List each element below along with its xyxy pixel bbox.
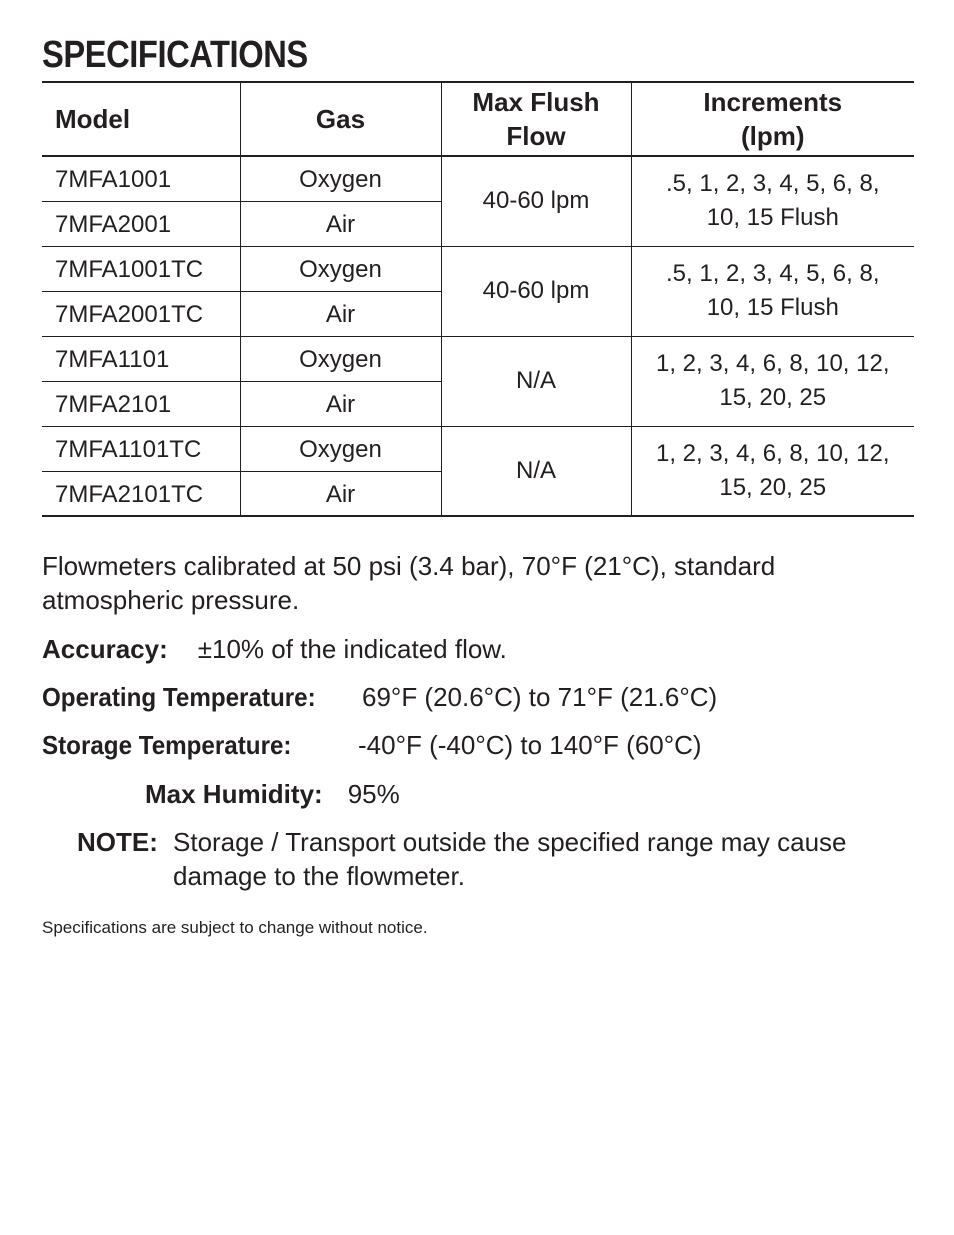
increments-line2: 10, 15 Flush: [706, 204, 839, 232]
flow-cell: N/A: [441, 426, 631, 516]
page-title: SPECIFICATIONS: [42, 34, 308, 76]
max-humidity-value: 95%: [347, 779, 400, 809]
model-cell: 7MFA1101TC: [42, 426, 240, 471]
table-row: [42, 156, 914, 201]
calibration-note: Flowmeters calibrated at 50 psi (3.4 bar), 70°F (21°C), standard atmospheric pressure.: [42, 551, 776, 615]
gas-cell: Oxygen: [240, 156, 441, 201]
footnote: Specifications are subject to change without notice.: [42, 918, 428, 937]
increments-line2: 15, 20, 25: [719, 473, 827, 501]
increments-cell: [631, 246, 914, 336]
table-row: [42, 336, 914, 381]
gas-cell: Air: [240, 471, 441, 516]
model-cell: 7MFA2101TC: [42, 471, 240, 516]
increments-cell: [631, 336, 914, 426]
increments-cell: [631, 426, 914, 516]
specifications-table: [42, 81, 914, 517]
flow-cell: N/A: [441, 336, 631, 426]
model-cell: 7MFA2001TC: [42, 291, 240, 336]
header-increments: [631, 82, 914, 156]
storage-temperature-value: -40°F (-40°C) to 140°F (60°C): [358, 730, 702, 760]
accuracy-label: Accuracy:: [42, 634, 168, 664]
gas-cell: Air: [240, 201, 441, 246]
header-max-flush-flow: [441, 82, 631, 156]
header-inc-line2: (lpm): [740, 121, 805, 151]
table-row: [42, 426, 914, 471]
increments-line2: 15, 20, 25: [719, 384, 827, 411]
increments-line1: 1, 2, 3, 4, 6, 8, 10, 12,: [656, 350, 890, 377]
model-cell: 7MFA1101: [42, 336, 240, 381]
max-humidity-label: Max Humidity:: [145, 779, 323, 809]
storage-temperature-line: [42, 728, 922, 762]
operating-temperature-line: [42, 680, 922, 714]
gas-cell: Air: [240, 381, 441, 426]
table-row: [42, 246, 914, 291]
note-label: NOTE:: [77, 827, 158, 857]
storage-temperature-label: Storage Temperature:: [42, 730, 292, 760]
header-inc-line1: Increments: [703, 87, 843, 117]
header-flow-line2: Flow: [506, 121, 566, 151]
model-cell: 7MFA1001TC: [42, 246, 240, 291]
gas-cell: Oxygen: [240, 336, 441, 381]
increments-line1: .5, 1, 2, 3, 4, 5, 6, 8,: [666, 260, 880, 287]
model-cell: 7MFA2001: [42, 201, 240, 246]
gas-cell: Oxygen: [240, 246, 441, 291]
operating-temperature-value: 69°F (20.6°C) to 71°F (21.6°C): [362, 682, 718, 712]
operating-temperature-label: Operating Temperature:: [42, 682, 316, 712]
gas-cell: Oxygen: [240, 426, 441, 471]
accuracy-line: [42, 632, 922, 666]
accuracy-value: ±10% of the indicated flow.: [197, 634, 507, 664]
increments-cell: [631, 156, 914, 246]
flow-cell: 40-60 lpm: [441, 246, 631, 336]
model-cell: 7MFA1001: [42, 156, 240, 201]
gas-cell: Air: [240, 291, 441, 336]
table-header-row: [42, 82, 914, 156]
increments-line2: 10, 15 Flush: [706, 294, 839, 321]
increments-line1: .5, 1, 2, 3, 4, 5, 6, 8,: [666, 170, 880, 198]
note-block: [77, 825, 927, 891]
max-humidity-line: [145, 777, 954, 811]
header-flow-line1: Max Flush: [472, 87, 600, 117]
model-cell: 7MFA2101: [42, 381, 240, 426]
increments-line1: 1, 2, 3, 4, 6, 8, 10, 12,: [656, 439, 890, 467]
flow-cell: 40-60 lpm: [441, 156, 631, 246]
header-gas: Gas: [240, 82, 441, 156]
note-text: Storage / Transport outside the specified range may cause damage to the flowmeter.: [173, 827, 847, 891]
header-model: Model: [42, 82, 240, 156]
